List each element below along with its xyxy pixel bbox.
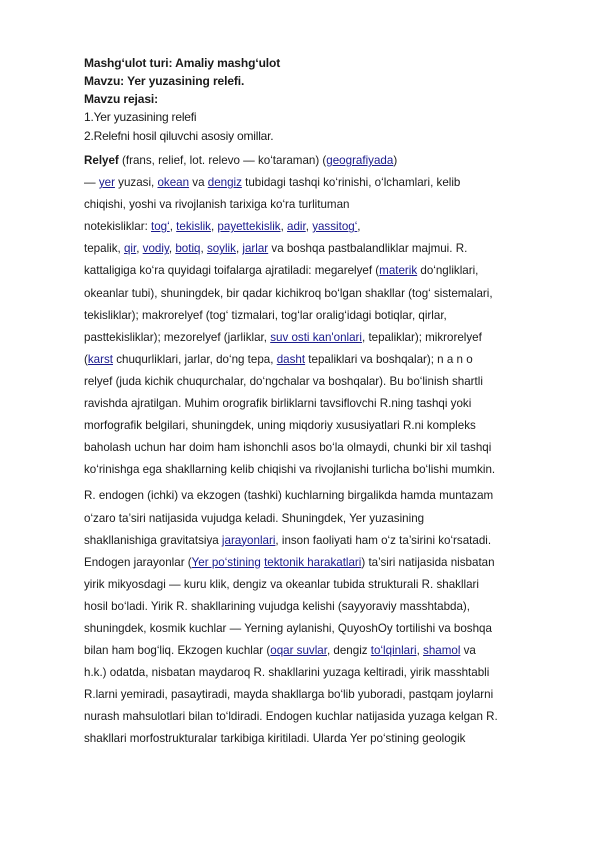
text-segment: shakllari morfostrukturalar tarkibiga kiritiladi. Ularda Yer po‘stining geologik — [84, 732, 466, 746]
term-link[interactable]: yer — [98, 176, 115, 190]
term-link[interactable]: payettekislik — [217, 220, 281, 234]
text-segment: chuqurliklari, jarlar, do‘ng tepa, — [113, 352, 277, 366]
text-segment: , — [168, 242, 176, 256]
text-line — [84, 485, 560, 507]
text-segment: baholash uchun har doim ham ishonchli asos bo‘la olmaydi, chunki bir xil tashqi — [84, 441, 492, 455]
term-link[interactable]: shamol — [423, 644, 461, 658]
text-segment: tepaliklari va boshqalar); n a n o — [305, 352, 473, 366]
term-link[interactable]: soylik — [206, 242, 236, 256]
text-line — [84, 530, 560, 552]
term-link[interactable]: Yer po‘stining — [191, 555, 261, 569]
term-link[interactable]: vodiy — [142, 242, 169, 256]
term-link[interactable]: suv osti kan'onlari — [270, 330, 362, 344]
text-segment: , — [235, 242, 243, 256]
text-segment: pasttekisliklar); mezorelyef (jarliklar, — [84, 330, 271, 344]
text-segment: notekisliklar: — [84, 220, 152, 234]
text-line — [84, 283, 560, 305]
text-line — [84, 194, 560, 216]
text-segment: yuzasi, — [114, 176, 158, 190]
text-line — [84, 327, 560, 349]
text-line — [84, 574, 560, 596]
text-line — [84, 371, 560, 393]
text-line — [84, 596, 560, 618]
text-segment: o‘zaro ta’siri natijasida vujudga keladi. Shuningdek, Yer yuzasining — [84, 511, 425, 525]
text-segment: nurash mahsulotlari bilan to‘ldiradi. Endogen kuchlar natijasida yuzaga kelgan R. — [84, 710, 498, 724]
text-segment: , tepaliklar); mikrorelyef — [362, 330, 482, 344]
text-segment: tekisliklar); makrorelyef (tog‘ tizmalari, tog‘lar oralig‘idagi botiqlar, qirlar, — [84, 308, 447, 322]
text-segment: ( — [84, 352, 88, 366]
text-segment: bilan ham bog‘liq. Ekzogen kuchlar ( — [84, 644, 271, 658]
text-segment: R.larni yemiradi, pasaytiradi, mayda shakllarga bo‘lib yuboradi, pastqam joylarni — [84, 688, 494, 702]
text-segment: ) — [393, 154, 398, 167]
text-segment: ko‘rinishga ega shakllarning kelib chiqishi va rivojlanishi turlicha bo‘lishi mumkin. — [84, 463, 496, 477]
text-segment: , — [210, 220, 218, 234]
text-line — [84, 238, 560, 260]
text-line — [84, 640, 560, 662]
document-content — [84, 54, 560, 751]
term-link[interactable]: tektonik harakatlari — [264, 555, 362, 569]
text-segment: , dengiz — [326, 644, 371, 658]
text-line — [84, 349, 560, 371]
text-line — [84, 415, 560, 437]
text-segment: ravishda ajratilgan. Muhim orografik birliklarni tavsiflovchi R.ning tashqi yoki — [84, 397, 472, 411]
text-line — [84, 459, 560, 481]
text-segment: okeanlar tubi), shuningdek, bir qadar kichikroq bo‘lgan shakllar (tog‘ sistemalari, — [84, 286, 493, 300]
text-segment: , — [305, 220, 313, 234]
text-line — [84, 684, 560, 706]
term-link[interactable]: jarayonlari — [221, 533, 276, 547]
text-segment: tepalik, — [84, 242, 124, 256]
text-line — [84, 618, 560, 640]
term-link[interactable]: geografiyada — [326, 154, 394, 167]
text-segment: h.k.) odatda, nisbatan maydaroq R. shakllarini yuzaga keltiradi, yirik masshtabli — [84, 666, 490, 680]
text-line — [84, 393, 560, 415]
term-link[interactable]: oqar suvlar — [270, 644, 327, 658]
lesson-type-heading: Mashg‘ulot turi: Amaliy mashg‘ulot — [84, 56, 281, 70]
text-segment: ) ta’siri natijasida nisbatan — [361, 555, 495, 569]
text-segment: do‘ngliklari, — [417, 264, 479, 278]
paragraph-endogen-ekzogen — [84, 485, 560, 750]
text-segment: , — [357, 220, 361, 234]
term-link[interactable]: okean — [157, 176, 190, 190]
term-link[interactable]: jarlar — [242, 242, 269, 256]
text-segment: , — [416, 644, 424, 658]
text-segment: va — [460, 644, 476, 658]
text-line — [84, 260, 560, 282]
text-segment: R. endogen (ichki) va ekzogen (tashki) kuchlarning birgalikda hamda muntazam — [84, 489, 494, 503]
text-segment: , inson faoliyati ham o‘z ta’sirini ko‘rsatadi. — [275, 533, 492, 547]
topic-heading: Mavzu: Yer yuzasining relefi. — [84, 74, 245, 88]
term-link[interactable]: dasht — [276, 352, 306, 366]
term-link[interactable]: to‘lqinlari — [370, 644, 417, 658]
term-link[interactable]: karst — [87, 352, 113, 366]
text-segment: shakllanishiga gravitatsiya — [84, 533, 222, 547]
text-segment: hosil bo‘ladi. Yirik R. shakllarining vujudga kelishi (sayyoraviy masshtabda), — [84, 599, 470, 613]
text-segment: tubidagi tashqi ko‘rinishi, o‘lchamlari, kelib — [241, 176, 461, 190]
text-segment: va boshqa pastbalandliklar majmui. R. — [268, 242, 468, 256]
term-link[interactable]: tekislik — [176, 220, 211, 234]
text-line — [84, 150, 560, 172]
plan-heading: Mavzu rejasi: — [84, 92, 159, 106]
text-line — [84, 552, 560, 574]
term-bold: Relyef — [84, 154, 119, 167]
text-segment: , — [280, 220, 288, 234]
text-segment: , — [169, 220, 177, 234]
term-link[interactable]: tog‘ — [151, 220, 170, 234]
text-segment: kattaligiga ko‘ra quyidagi toifalarga ajratiladi: megarelyef ( — [84, 264, 380, 278]
text-segment: shuningdek, kosmik kuchlar — Yerning aylanishi, QuyoshOy tortilishi va boshqa — [84, 621, 492, 635]
text-segment: , — [136, 242, 143, 256]
text-segment: relyef (juda kichik chuqurchalar, do‘ngchalar va boshqalar). Bu bo‘linish shartli — [84, 374, 483, 388]
term-link[interactable]: materik — [379, 264, 418, 278]
plan-item: 2.Relefni hosil qiluvchi asosiy omillar. — [84, 129, 274, 143]
text-line — [84, 508, 560, 530]
text-segment: (frans, relief, lot. relevo — ko‘taraman) ( — [118, 154, 327, 167]
text-line — [84, 437, 560, 459]
text-line — [84, 172, 560, 194]
term-link[interactable]: yassitog‘ — [312, 220, 358, 234]
text-segment: chiqishi, yoshi va rivojlanish tarixiga ko‘ra turlituman — [84, 198, 350, 212]
text-line — [84, 706, 560, 728]
text-segment: — — [84, 176, 99, 190]
text-segment: Endogen jarayonlar ( — [84, 555, 192, 569]
plan-item: 1.Yer yuzasining relefi — [84, 110, 197, 124]
paragraph-relyef-definition — [84, 150, 560, 481]
text-segment: va — [189, 176, 208, 190]
text-line — [84, 728, 560, 750]
text-line — [84, 216, 560, 238]
term-link[interactable]: botiq — [175, 242, 201, 256]
text-segment: yirik mikyosdagi — kuru klik, dengiz va okeanlar tubida strukturali R. shakllari — [84, 577, 479, 591]
text-segment: , — [200, 242, 207, 256]
text-segment: morfografik belgilari, shuningdek, uning miqdoriy xususiyatlari R.ni kompleks — [84, 419, 476, 433]
text-line — [84, 305, 560, 327]
term-link[interactable]: adir — [287, 220, 306, 234]
term-link[interactable]: dengiz — [207, 176, 242, 190]
text-line — [84, 662, 560, 684]
term-link[interactable]: qir — [123, 242, 137, 256]
